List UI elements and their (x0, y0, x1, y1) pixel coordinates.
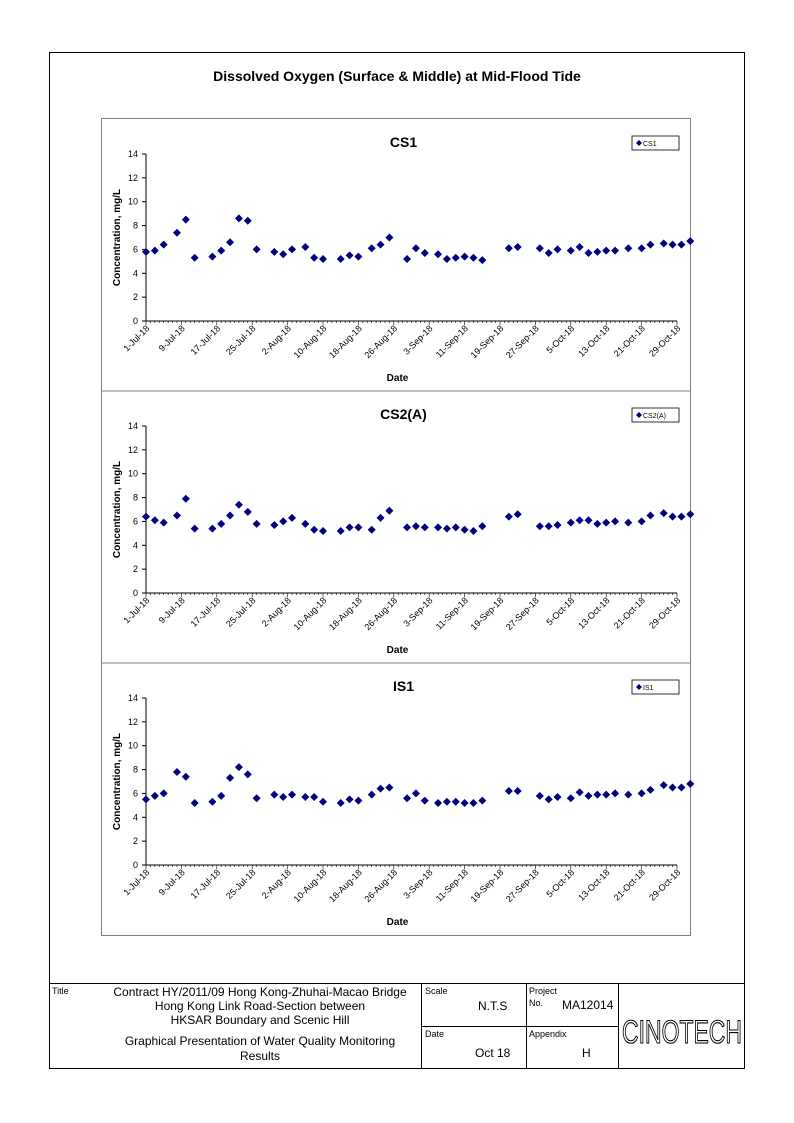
data-point (173, 229, 181, 237)
x-tick-label: 11-Sep-18 (433, 323, 471, 360)
data-point (545, 249, 553, 257)
footer-title-line-2: Hong Kong Link Road-Section between (154, 999, 366, 1013)
data-point (368, 791, 376, 799)
data-point (208, 798, 216, 806)
data-point (646, 511, 654, 519)
data-point (310, 254, 318, 262)
data-point (585, 249, 593, 257)
data-point (279, 793, 287, 801)
x-tick-label: 3-Sep-18 (401, 595, 435, 629)
data-point (624, 791, 632, 799)
data-point (226, 774, 234, 782)
y-tick-label: 10 (127, 196, 138, 207)
data-point (505, 513, 513, 521)
appendix-label: Appendix (529, 1029, 567, 1039)
data-point (319, 798, 327, 806)
data-point (669, 783, 677, 791)
data-point (567, 519, 575, 527)
chart-title: CS1 (389, 134, 418, 150)
data-point (461, 253, 469, 261)
x-tick-label: 19-Sep-18 (468, 595, 506, 633)
x-tick-label: 13-Oct-18 (576, 595, 612, 631)
footer-middle-border (421, 1026, 618, 1027)
data-point (554, 245, 562, 253)
x-tick-label: 10-Aug-18 (291, 323, 329, 361)
data-point (235, 214, 243, 222)
y-tick-label: 2 (132, 836, 138, 847)
y-tick-label: 8 (132, 764, 138, 775)
y-tick-label: 12 (127, 172, 138, 183)
data-point (461, 526, 469, 534)
data-point (217, 247, 225, 255)
project-no-value: MA12014 (562, 998, 614, 1012)
data-point (385, 507, 393, 515)
x-tick-label: 26-Aug-18 (362, 867, 400, 905)
x-tick-label: 9-Jul-18 (156, 595, 187, 626)
data-point (346, 251, 354, 259)
data-point (368, 244, 376, 252)
data-point (514, 510, 522, 518)
data-point (624, 244, 632, 252)
legend (632, 408, 679, 422)
x-tick-label: 5-Oct-18 (544, 323, 577, 356)
data-point (536, 244, 544, 252)
legend-label: IS1 (643, 685, 654, 692)
x-tick-label: 26-Aug-18 (362, 595, 400, 633)
chart-panel-2 (102, 391, 694, 656)
data-point (217, 520, 225, 528)
y-tick-label: 4 (132, 268, 138, 279)
data-point (660, 509, 668, 517)
data-point (576, 788, 584, 796)
data-point (669, 513, 677, 521)
data-point (142, 513, 150, 521)
x-tick-label: 11-Sep-18 (433, 595, 471, 632)
data-point (677, 783, 685, 791)
data-point (602, 247, 610, 255)
x-tick-label: 2-Aug-18 (259, 867, 294, 901)
footer-divider-3 (618, 983, 619, 1069)
data-point (602, 519, 610, 527)
data-point (585, 792, 593, 800)
x-tick-label: 27-Sep-18 (504, 323, 541, 361)
data-point (301, 520, 309, 528)
data-point (505, 787, 513, 795)
data-point (151, 247, 159, 255)
x-tick-label: 21-Oct-18 (611, 595, 648, 631)
x-tick-label: 2-Aug-18 (259, 595, 294, 629)
data-point (421, 797, 429, 805)
x-tick-label: 5-Oct-18 (544, 595, 577, 628)
data-point (191, 254, 199, 262)
data-point (452, 254, 460, 262)
data-point (593, 520, 601, 528)
data-point (160, 241, 168, 249)
data-point (554, 521, 562, 529)
y-tick-label: 2 (132, 292, 138, 303)
y-tick-label: 2 (132, 564, 138, 575)
data-point (514, 243, 522, 251)
data-point (677, 241, 685, 249)
data-point (452, 523, 460, 531)
y-tick-label: 6 (132, 788, 138, 799)
data-point (191, 525, 199, 533)
legend-label: CS1 (643, 141, 657, 148)
data-point (611, 247, 619, 255)
data-point (412, 789, 420, 797)
data-point (677, 513, 685, 521)
data-point (536, 792, 544, 800)
x-tick-label: 5-Oct-18 (544, 867, 577, 900)
x-tick-label: 29-Oct-18 (647, 595, 683, 631)
data-point (638, 244, 646, 252)
chart-panel-1 (112, 134, 694, 384)
appendix-value: H (582, 1046, 591, 1060)
y-tick-label: 10 (127, 468, 138, 479)
data-point (279, 250, 287, 258)
x-tick-label: 9-Jul-18 (156, 867, 187, 898)
x-tick-label: 17-Jul-18 (188, 867, 223, 901)
data-point (244, 508, 252, 516)
data-point (354, 253, 362, 261)
y-tick-label: 0 (132, 860, 138, 870)
x-tick-label: 1-Jul-18 (121, 323, 152, 354)
data-point (288, 791, 296, 799)
y-tick-label: 12 (127, 716, 138, 727)
data-point (669, 241, 677, 249)
data-point (593, 791, 601, 799)
data-point (244, 770, 252, 778)
data-point (244, 217, 252, 225)
x-tick-label: 18-Aug-18 (327, 323, 364, 361)
legend-label: CS2(A) (643, 413, 666, 420)
data-point (368, 526, 376, 534)
data-point (624, 519, 632, 527)
y-tick-label: 6 (132, 516, 138, 527)
data-point (354, 523, 362, 531)
data-point (576, 516, 584, 524)
x-tick-label: 3-Sep-18 (401, 323, 435, 357)
data-point (646, 241, 654, 249)
data-point (310, 793, 318, 801)
data-point (182, 216, 190, 224)
data-point (208, 253, 216, 261)
data-point (514, 787, 522, 795)
data-point (142, 795, 150, 803)
data-point (611, 789, 619, 797)
scale-label: Scale (425, 986, 448, 996)
x-tick-label: 19-Sep-18 (468, 867, 506, 905)
data-point (469, 254, 477, 262)
chart-panel-3 (102, 663, 694, 928)
data-point (554, 793, 562, 801)
x-tick-label: 27-Sep-18 (504, 867, 541, 905)
footer-subtitle-line-2: Results (239, 1049, 280, 1063)
y-tick-label: 12 (127, 444, 138, 455)
data-point (576, 243, 584, 251)
x-tick-label: 9-Jul-18 (156, 323, 187, 354)
data-point (337, 799, 345, 807)
page-title: Dissolved Oxygen (Surface & Middle) at Mid-Flood Tide (213, 68, 581, 84)
x-tick-label: 10-Aug-18 (291, 595, 329, 633)
data-point (443, 525, 451, 533)
x-tick-label: 1-Jul-18 (121, 595, 152, 626)
chart-title: CS2(A) (380, 406, 427, 422)
data-point (354, 797, 362, 805)
x-tick-label: 19-Sep-18 (468, 323, 506, 361)
logo-text: CINOTECH (622, 1014, 742, 1050)
data-point (434, 250, 442, 258)
data-point (253, 794, 261, 802)
data-point (319, 527, 327, 535)
data-point (253, 245, 261, 253)
y-axis-label: Concentration, mg/L (112, 188, 123, 287)
data-point (660, 781, 668, 789)
data-point (478, 797, 486, 805)
x-tick-label: 11-Sep-18 (433, 867, 471, 904)
data-point (319, 255, 327, 263)
data-point (270, 248, 278, 256)
data-point (160, 519, 168, 527)
data-point (443, 255, 451, 263)
data-point (452, 798, 460, 806)
y-tick-label: 14 (127, 693, 138, 703)
data-point (377, 241, 385, 249)
data-point (421, 523, 429, 531)
data-point (478, 256, 486, 264)
data-point (602, 791, 610, 799)
data-point (173, 511, 181, 519)
data-point (377, 514, 385, 522)
y-tick-label: 4 (132, 812, 138, 823)
legend (632, 680, 679, 694)
data-point (279, 517, 287, 525)
data-point (421, 249, 429, 257)
data-point (346, 523, 354, 531)
date-label: Date (425, 1029, 445, 1039)
data-point (434, 799, 442, 807)
data-point (301, 243, 309, 251)
x-tick-label: 3-Sep-18 (401, 867, 435, 901)
data-point (585, 516, 593, 524)
y-axis-label: Concentration, mg/L (112, 732, 123, 831)
data-point (173, 768, 181, 776)
project-label: Project (529, 986, 558, 996)
y-tick-label: 10 (127, 740, 138, 751)
data-point (226, 238, 234, 246)
y-tick-label: 6 (132, 244, 138, 255)
data-point (412, 522, 420, 530)
data-point (567, 247, 575, 255)
y-tick-label: 8 (132, 492, 138, 503)
footer-title-line-3: HKSAR Boundary and Scenic Hill (170, 1013, 350, 1027)
data-point (288, 514, 296, 522)
data-point (270, 791, 278, 799)
data-point (182, 773, 190, 781)
data-point (545, 795, 553, 803)
y-tick-label: 0 (132, 316, 138, 326)
x-tick-label: 1-Jul-18 (121, 867, 152, 898)
data-point (611, 517, 619, 525)
x-tick-label: 10-Aug-18 (291, 867, 329, 905)
data-point (151, 516, 159, 524)
x-tick-label: 27-Sep-18 (504, 595, 541, 633)
x-tick-label: 13-Oct-18 (576, 867, 612, 903)
x-tick-label: 18-Aug-18 (327, 867, 364, 905)
data-point (385, 783, 393, 791)
data-point (385, 234, 393, 242)
footer-title-line-1: Contract HY/2011/09 Hong Kong-Zhuhai-Macao Bridge (113, 985, 407, 999)
data-point (377, 785, 385, 793)
data-point (310, 526, 318, 534)
data-point (545, 522, 553, 530)
x-axis-label: Date (386, 917, 409, 928)
x-tick-label: 21-Oct-18 (611, 867, 648, 903)
footer-top-border (49, 983, 745, 984)
data-point (403, 523, 411, 531)
y-tick-label: 4 (132, 540, 138, 551)
x-tick-label: 18-Aug-18 (327, 595, 364, 633)
x-tick-label: 21-Oct-18 (611, 323, 648, 359)
x-tick-label: 29-Oct-18 (647, 867, 683, 903)
data-point (235, 501, 243, 509)
data-point (443, 798, 451, 806)
data-point (469, 527, 477, 535)
data-point (301, 793, 309, 801)
x-tick-label: 25-Jul-18 (224, 867, 258, 901)
data-point (593, 248, 601, 256)
chart-title: IS1 (392, 678, 415, 694)
charts-svg (102, 119, 690, 935)
data-point (536, 522, 544, 530)
y-axis-label: Concentration, mg/L (112, 460, 123, 559)
data-point (346, 795, 354, 803)
y-tick-label: 0 (132, 588, 138, 598)
cinotech-logo (620, 1003, 744, 1063)
data-point (478, 522, 486, 530)
y-tick-label: 14 (127, 149, 138, 159)
legend (632, 136, 679, 150)
x-axis-label: Date (386, 373, 409, 384)
x-tick-label: 13-Oct-18 (576, 323, 612, 359)
data-point (337, 527, 345, 535)
data-point (469, 799, 477, 807)
footer-subtitle-text (100, 1034, 420, 1064)
data-point (337, 255, 345, 263)
x-axis-label: Date (386, 645, 409, 656)
data-point (646, 786, 654, 794)
x-tick-label: 17-Jul-18 (188, 323, 223, 357)
data-point (270, 521, 278, 529)
data-point (226, 511, 234, 519)
data-point (461, 799, 469, 807)
data-point (151, 792, 159, 800)
x-tick-label: 25-Jul-18 (224, 323, 258, 357)
project-no-label: No. (529, 998, 544, 1008)
data-point (182, 495, 190, 503)
data-point (660, 239, 668, 247)
data-point (403, 794, 411, 802)
x-tick-label: 17-Jul-18 (188, 595, 223, 629)
data-point (412, 244, 420, 252)
data-point (235, 763, 243, 771)
data-point (403, 255, 411, 263)
data-point (208, 525, 216, 533)
data-point (505, 244, 513, 252)
scale-value: N.T.S (478, 999, 508, 1013)
data-point (191, 799, 199, 807)
y-tick-label: 14 (127, 421, 138, 431)
data-point (288, 245, 296, 253)
chart-area (101, 118, 691, 936)
data-point (638, 517, 646, 525)
y-tick-label: 8 (132, 220, 138, 231)
date-value: Oct 18 (475, 1046, 511, 1060)
x-tick-label: 29-Oct-18 (647, 323, 683, 359)
x-tick-label: 2-Aug-18 (259, 323, 294, 357)
data-point (434, 523, 442, 531)
data-point (253, 520, 261, 528)
footer-title-label: Title (52, 986, 69, 996)
data-point (217, 792, 225, 800)
x-tick-label: 26-Aug-18 (362, 323, 400, 361)
footer-title-text (100, 985, 420, 1027)
data-point (638, 789, 646, 797)
data-point (567, 794, 575, 802)
data-point (160, 789, 168, 797)
x-tick-label: 25-Jul-18 (224, 595, 258, 629)
footer-subtitle-line-1: Graphical Presentation of Water Quality Monitoring (124, 1034, 396, 1048)
